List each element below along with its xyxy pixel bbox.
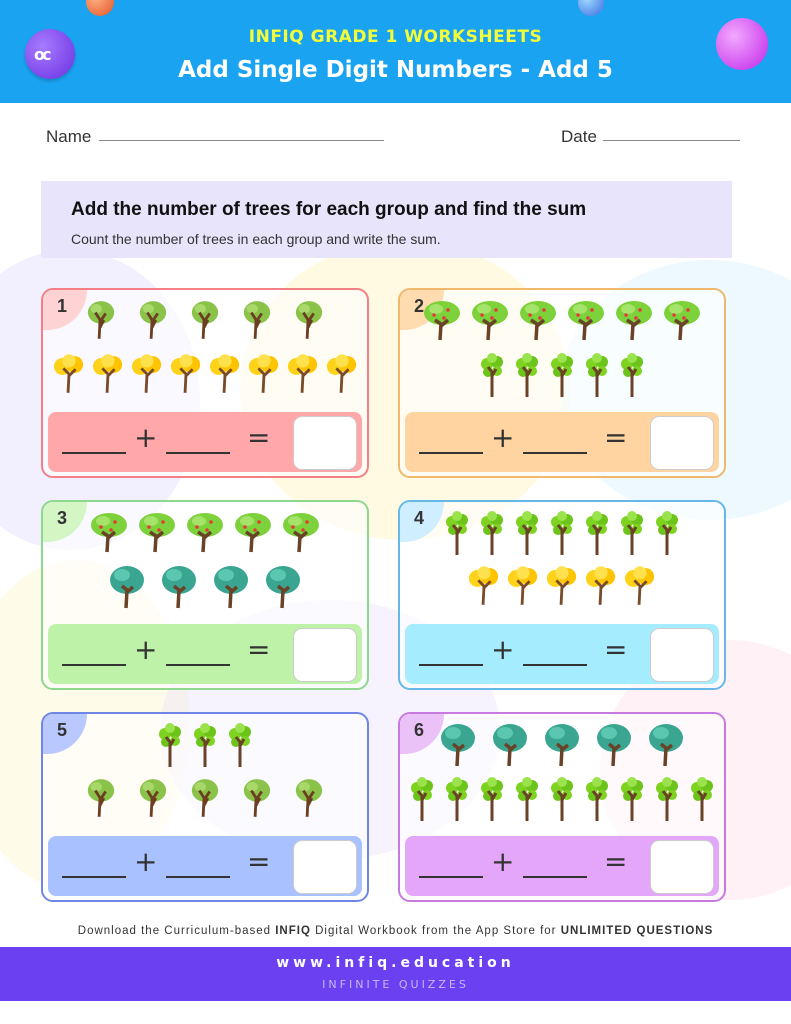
equation-bar <box>405 624 719 684</box>
problem-number: 5 <box>57 720 68 740</box>
tree-icon <box>231 776 283 824</box>
tree-icon <box>49 352 88 400</box>
problem-card <box>398 288 726 478</box>
tree-icon <box>562 298 610 346</box>
tree-icon <box>75 298 127 346</box>
tree-icon <box>545 352 580 402</box>
promo-brand: INFIQ <box>275 925 311 937</box>
tree-icon <box>685 776 720 826</box>
tree-icon <box>580 352 615 402</box>
equals-sign: = <box>604 633 628 666</box>
tree-icon <box>650 510 685 560</box>
tree-icon <box>510 352 545 402</box>
equation-bar <box>48 412 362 472</box>
tree-icon <box>85 510 133 558</box>
website-link[interactable]: www.infiq.education <box>276 955 515 971</box>
tree-icon <box>166 352 205 400</box>
promo-middle: Digital Workbook from the App Store for <box>310 925 561 937</box>
tree-icon <box>405 776 440 826</box>
tree-icon <box>588 722 640 772</box>
tree-icon <box>283 352 322 400</box>
tree-row <box>400 776 724 826</box>
sum-answer-box[interactable] <box>650 628 714 682</box>
problem-number: 2 <box>414 296 425 316</box>
name-line[interactable] <box>99 140 384 141</box>
addend-blank-1[interactable] <box>62 876 126 878</box>
addend-blank-1[interactable] <box>419 876 483 878</box>
tree-icon <box>465 564 504 612</box>
sum-answer-box[interactable] <box>293 840 357 894</box>
tree-icon <box>88 352 127 400</box>
problem-number: 1 <box>57 296 68 316</box>
problem-card <box>41 500 369 690</box>
worksheet-title: Add Single Digit Numbers - Add 5 <box>178 57 613 83</box>
tree-icon <box>475 510 510 560</box>
tree-row <box>43 776 367 824</box>
tree-icon <box>188 722 223 772</box>
tree-icon <box>133 510 181 558</box>
tree-icon <box>181 510 229 558</box>
tree-icon <box>543 564 582 612</box>
tree-icon <box>640 722 692 772</box>
problem-number: 6 <box>414 720 425 740</box>
tree-icon <box>153 564 205 614</box>
tree-icon <box>615 352 650 402</box>
problem-number: 3 <box>57 508 68 528</box>
tree-icon <box>545 776 580 826</box>
decor-ball-icon <box>86 0 114 16</box>
tree-icon <box>153 722 188 772</box>
tree-icon <box>580 776 615 826</box>
tree-icon <box>127 298 179 346</box>
instructions-box <box>41 181 732 258</box>
tree-icon <box>475 776 510 826</box>
tree-icon <box>610 298 658 346</box>
addend-blank-2[interactable] <box>523 452 587 454</box>
addend-blank-2[interactable] <box>166 664 230 666</box>
tree-icon <box>582 564 621 612</box>
instructions-title: Add the number of trees for each group and find the sum <box>71 199 587 220</box>
equals-sign: = <box>604 845 628 878</box>
addend-blank-2[interactable] <box>166 452 230 454</box>
tagline: INFINITE QUIZZES <box>322 978 469 991</box>
tree-icon <box>432 722 484 772</box>
tree-icon <box>277 510 325 558</box>
promo-prefix: Download the Curriculum-based <box>77 925 276 937</box>
tree-icon <box>257 564 309 614</box>
equals-sign: = <box>247 633 271 666</box>
tree-icon <box>244 352 283 400</box>
tree-icon <box>440 776 475 826</box>
promo-unlimited: UNLIMITED QUESTIONS <box>560 925 714 937</box>
addend-blank-2[interactable] <box>523 664 587 666</box>
tree-icon <box>615 776 650 826</box>
problem-card <box>398 712 726 902</box>
addend-blank-1[interactable] <box>62 452 126 454</box>
tree-icon <box>510 510 545 560</box>
tree-icon <box>440 510 475 560</box>
problem-card <box>41 288 369 478</box>
tree-icon <box>101 564 153 614</box>
tree-icon <box>650 776 685 826</box>
tree-icon <box>580 510 615 560</box>
tree-icon <box>484 722 536 772</box>
footer-bar <box>0 947 791 1001</box>
tree-row <box>400 564 724 612</box>
tree-row <box>43 510 367 558</box>
download-promo <box>0 925 791 937</box>
tree-icon <box>231 298 283 346</box>
tree-icon <box>127 776 179 824</box>
tree-icon <box>418 298 466 346</box>
date-line[interactable] <box>603 140 740 141</box>
tree-icon <box>466 298 514 346</box>
plus-sign: + <box>134 633 158 666</box>
plus-sign: + <box>134 845 158 878</box>
tree-icon <box>75 776 127 824</box>
tree-icon <box>283 298 335 346</box>
problem-number: 4 <box>414 508 425 528</box>
tree-icon <box>545 510 580 560</box>
sum-answer-box[interactable] <box>293 628 357 682</box>
addend-blank-1[interactable] <box>419 452 483 454</box>
problem-card <box>41 712 369 902</box>
plus-sign: + <box>134 421 158 454</box>
tree-icon <box>127 352 166 400</box>
addend-blank-2[interactable] <box>523 876 587 878</box>
date-label: Date <box>561 127 597 146</box>
problem-card <box>398 500 726 690</box>
plus-sign: + <box>491 421 515 454</box>
equation-bar <box>405 412 719 472</box>
equals-sign: = <box>247 421 271 454</box>
tree-icon <box>621 564 660 612</box>
tree-icon <box>322 352 361 400</box>
tree-row <box>43 722 367 772</box>
plus-sign: + <box>491 845 515 878</box>
tree-icon <box>504 564 543 612</box>
addend-blank-1[interactable] <box>62 664 126 666</box>
equals-sign: = <box>247 845 271 878</box>
tree-row <box>400 510 724 560</box>
name-label: Name <box>46 127 92 146</box>
tree-row <box>400 352 724 402</box>
tree-icon <box>223 722 258 772</box>
addend-blank-1[interactable] <box>419 664 483 666</box>
tree-icon <box>179 776 231 824</box>
tree-row <box>43 564 367 614</box>
tree-row <box>400 298 724 346</box>
tree-icon <box>205 352 244 400</box>
sum-answer-box[interactable] <box>650 840 714 894</box>
tree-icon <box>514 298 562 346</box>
tree-icon <box>229 510 277 558</box>
tree-row <box>400 722 724 772</box>
tree-icon <box>205 564 257 614</box>
tree-icon <box>658 298 706 346</box>
equation-bar <box>405 836 719 896</box>
sum-answer-box[interactable] <box>293 416 357 470</box>
logo-text: oc <box>34 45 49 64</box>
equals-sign: = <box>604 421 628 454</box>
instructions-text: Count the number of trees in each group and write the sum. <box>71 231 441 247</box>
plus-sign: + <box>491 633 515 666</box>
worksheet-series-title: INFIQ GRADE 1 WORKSHEETS <box>248 27 543 47</box>
sum-answer-box[interactable] <box>650 416 714 470</box>
tree-row <box>43 298 367 346</box>
tree-icon <box>475 352 510 402</box>
addend-blank-2[interactable] <box>166 876 230 878</box>
tree-icon <box>179 298 231 346</box>
equation-bar <box>48 624 362 684</box>
tree-icon <box>615 510 650 560</box>
decor-ball-icon <box>578 0 604 16</box>
header-banner <box>0 0 791 103</box>
equation-bar <box>48 836 362 896</box>
tree-icon <box>283 776 335 824</box>
tree-icon <box>510 776 545 826</box>
tree-row <box>43 352 367 400</box>
tree-icon <box>536 722 588 772</box>
